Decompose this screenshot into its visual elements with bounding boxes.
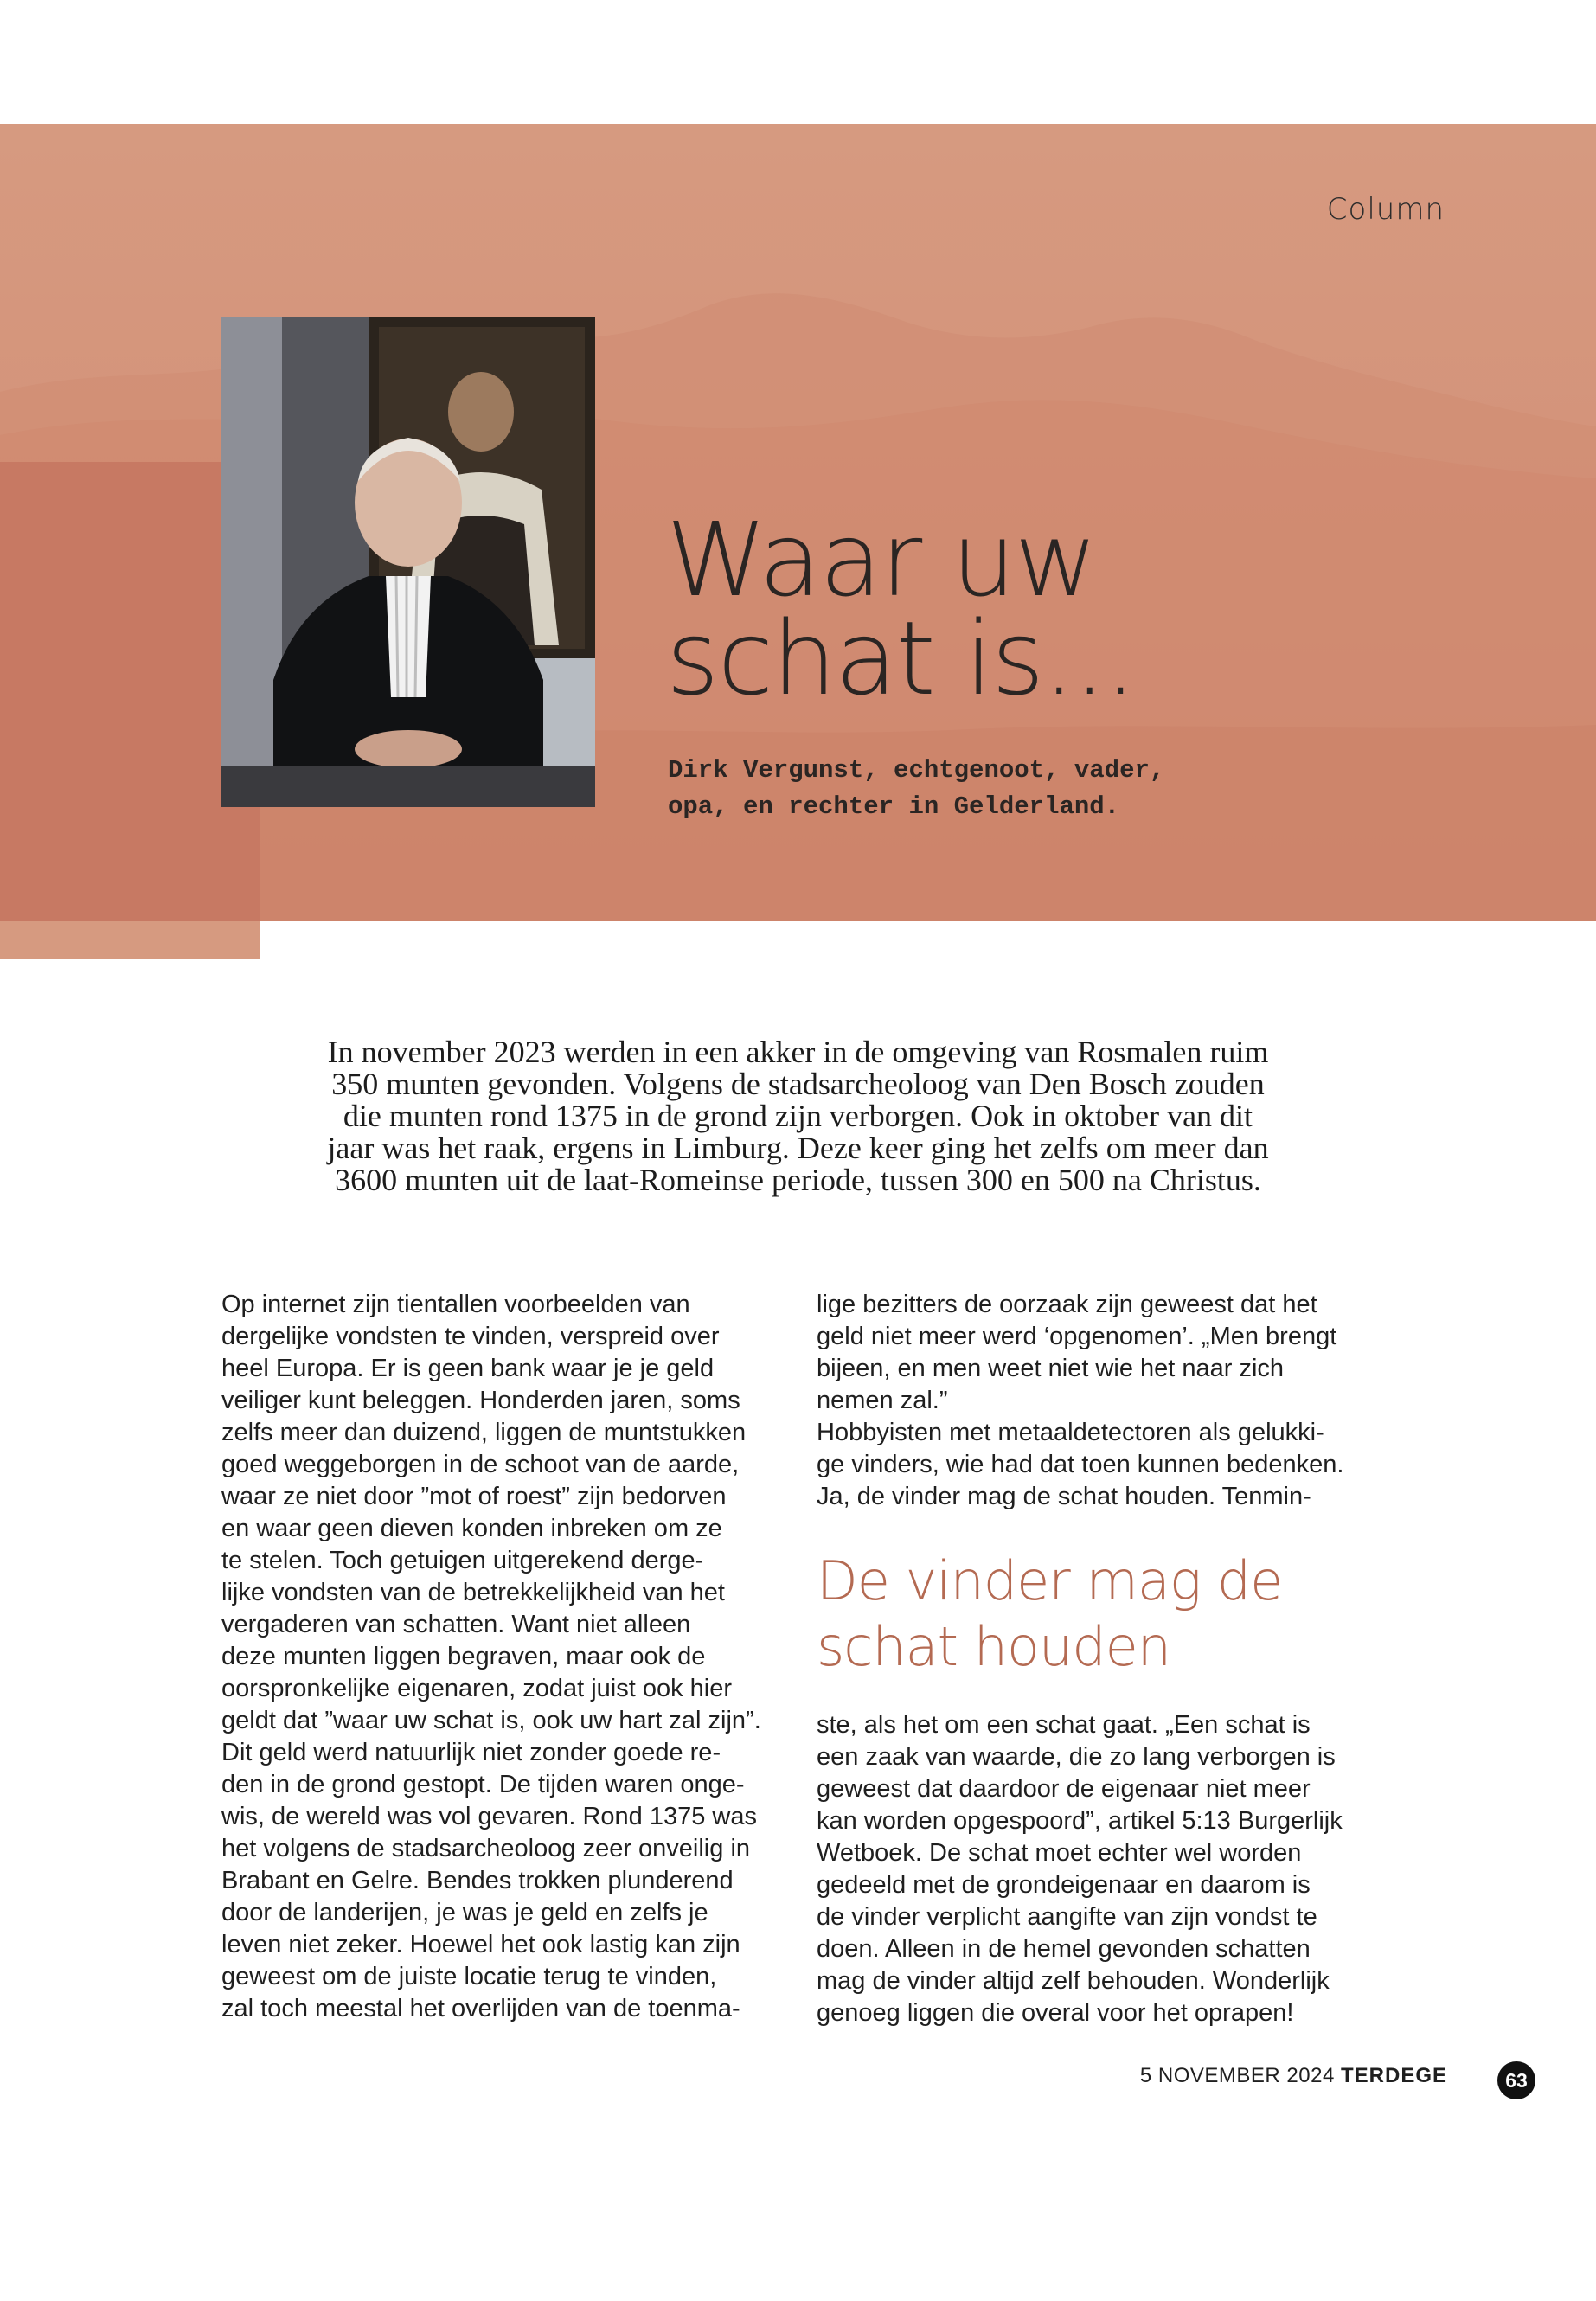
body-line: geweest om de juiste locatie terug te vinden, (221, 1963, 717, 1990)
body-line: doen. Alleen in de hemel gevonden schatten (817, 1935, 1311, 1963)
body-line: nemen zal.” (817, 1387, 948, 1414)
body-line: lijke vondsten van de betrekkelijkheid van het (221, 1579, 725, 1606)
subheading-line: schat houden (817, 1615, 1171, 1678)
body-line: ge vinders, wie had dat toen kunnen bedenken. (817, 1451, 1344, 1478)
intro-line: die munten rond 1375 in de grond zijn verborgen. Ook in oktober van dit (343, 1099, 1253, 1133)
body-line: de vinder verplicht aangifte van zijn vondst te (817, 1903, 1317, 1931)
body-line: Wetboek. De schat moet echter wel worden (817, 1839, 1302, 1867)
accent-block-lower (0, 921, 260, 959)
body-line: het volgens de stadsarcheoloog zeer onveilig in (221, 1835, 751, 1862)
accent-block (0, 462, 260, 959)
body-line: oorspronkelijke eigenaren, zodat juist ook hier (221, 1675, 733, 1702)
body-line: Brabant en Gelre. Bendes trokken plunderend (221, 1867, 734, 1894)
body-line: geld niet meer werd ‘opgenomen’. „Men brengt (817, 1323, 1337, 1350)
body-column-right-top (817, 1289, 1388, 1513)
body-line: bijeen, en men weet niet wie het naar zich (817, 1355, 1285, 1382)
body-line: geldt dat ”waar uw schat is, ook uw hart zal zijn”. (221, 1707, 761, 1734)
body-line: genoeg liggen die overal voor het oprapen! (817, 1999, 1294, 2027)
body-line: veiliger kunt beleggen. Honderden jaren, soms (221, 1387, 740, 1414)
section-label: Column (1326, 192, 1445, 227)
intro-line: In november 2023 werden in een akker in de omgeving van Rosmalen ruim (327, 1035, 1269, 1069)
subheading-line: De vinder mag de (817, 1549, 1283, 1612)
byline-line: opa, en rechter in Gelderland. (668, 792, 1120, 821)
body-line: door de landerijen, je was je geld en zelfs je (221, 1899, 708, 1926)
body-line: lige bezitters de oorzaak zijn geweest dat het (817, 1291, 1317, 1318)
intro-line: 350 munten gevonden. Volgens de stadsarcheoloog van Den Bosch zouden (331, 1067, 1265, 1101)
intro-line: 3600 munten uit de laat-Romeinse periode, tussen 300 en 500 na Christus. (335, 1163, 1261, 1197)
body-line: gedeeld met de grondeigenaar en daarom is (817, 1871, 1311, 1899)
intro-line: jaar was het raak, ergens in Limburg. Deze keer ging het zelfs om meer dan (327, 1131, 1269, 1165)
body-line: Ja, de vinder mag de schat houden. Tenmin- (817, 1483, 1311, 1510)
body-line: zal toch meestal het overlijden van de toenma- (221, 1995, 740, 2022)
body-line: Dit geld werd natuurlijk niet zonder goede re- (221, 1739, 721, 1766)
body-line: deze munten liggen begraven, maar ook de (221, 1643, 706, 1670)
footer-date: 5 NOVEMBER 2024 (1139, 2064, 1335, 2087)
byline-line: Dirk Vergunst, echtgenoot, vader, (668, 756, 1165, 785)
body-column-left (221, 1289, 792, 2025)
body-line: den in de grond gestopt. De tijden waren onge- (221, 1771, 745, 1798)
body-line: Hobbyisten met metaaldetectoren als gelukki- (817, 1419, 1324, 1446)
body-line: dergelijke vondsten te vinden, verspreid over (221, 1323, 720, 1350)
body-line: zelfs meer dan duizend, liggen de muntstukken (221, 1419, 747, 1446)
body-line: mag de vinder altijd zelf behouden. Wonderlijk (817, 1967, 1330, 1995)
body-line: wis, de wereld was vol gevaren. Rond 1375 was (221, 1803, 757, 1830)
body-line: en waar geen dieven konden inbreken om ze (221, 1515, 722, 1542)
article-title-line: schat is... (666, 599, 1136, 718)
page-number-badge: 63 (1497, 2061, 1535, 2099)
article-intro (251, 1036, 1345, 1196)
article-title (666, 500, 1272, 718)
author-portrait-photo (221, 317, 595, 807)
author-byline (668, 753, 1325, 825)
page-footer (1140, 2064, 1447, 2088)
body-line: te stelen. Toch getuigen uitgerekend derge- (221, 1547, 704, 1574)
body-line: kan worden opgespoord”, artikel 5:13 Burgerlijk (817, 1807, 1343, 1835)
body-line: leven niet zeker. Hoewel het ook lastig kan zijn (221, 1931, 740, 1958)
article-subheading (817, 1548, 1388, 1680)
footer-magazine-name: TERDEGE (1340, 2064, 1447, 2087)
article-title-line: Waar uw (666, 500, 1097, 619)
body-line: Op internet zijn tientallen voorbeelden van (221, 1291, 690, 1318)
body-line: een zaak van waarde, die zo lang verborgen is (817, 1743, 1336, 1771)
body-line: waar ze niet door ”mot of roest” zijn bedorven (221, 1483, 727, 1510)
body-line: geweest dat daardoor de eigenaar niet meer (817, 1775, 1311, 1803)
body-column-right-bottom (817, 1709, 1388, 2029)
body-line: heel Europa. Er is geen bank waar je je geld (221, 1355, 715, 1382)
body-line: vergaderen van schatten. Want niet alleen (221, 1611, 691, 1638)
body-line: ste, als het om een schat gaat. „Een schat is (817, 1711, 1311, 1739)
body-line: goed weggeborgen in de schoot van de aarde, (221, 1451, 740, 1478)
